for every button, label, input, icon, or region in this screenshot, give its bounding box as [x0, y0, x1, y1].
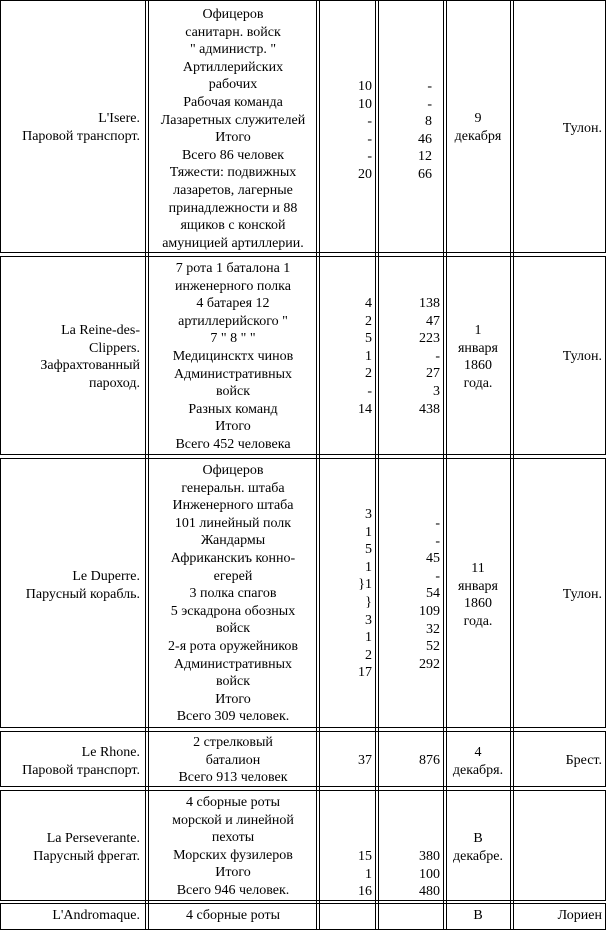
officers-count: 3 1 5 1 }1 } 3 1 2 17 — [358, 507, 372, 681]
officers-count: 15 1 16 — [358, 849, 372, 900]
unit-composition: 4 сборные роты — [186, 908, 280, 923]
departure-date: 9 декабря — [454, 111, 502, 144]
destination-port: Лориен — [557, 908, 602, 923]
ship-name: La Reine-des- Clippers. Зафрахтованный пароход. — [40, 323, 140, 391]
unit-composition: 4 сборные роты морской и линейной пехоты Морских фузилеров Итого Всего 946 человек. — [172, 795, 294, 898]
departure-date: В декабре. — [453, 831, 503, 864]
ship-name: Le Rhone. Паровой транспорт. — [22, 745, 140, 778]
destination-port: Тулон. — [562, 587, 602, 602]
departure-date: 4 декабря. — [452, 745, 504, 778]
unit-composition: Офицеров генеральн. штаба Инженерного штаба 101 линейный полк Жандармы Африканскиъ конно- егерей 3 полка спагов 5 эскадрона обозных войск 2-я рота оружейников Административных войск Итого Всего 309 человек. — [168, 463, 298, 725]
ship-name: L'Andromaque. — [52, 908, 140, 923]
soldiers-count: 876 — [419, 753, 440, 768]
destination-port: Тулон. — [562, 349, 602, 364]
officers-count: 4 2 5 1 2 - 14 — [358, 296, 372, 417]
unit-composition: 7 рота 1 баталона 1 инженерного полка 4 батарея 12 артиллерийского " 7 " 8 " " Медицинсктх чинов Административных войск Разных команд Итого Всего 452 человека — [172, 261, 294, 452]
departure-date: В — [473, 908, 483, 923]
ship-name: La Perseverante. Парусный фрегат. — [33, 831, 140, 864]
destination-port: Тулон. — [562, 121, 602, 136]
departure-date: 11 января 1860 года. — [457, 561, 498, 629]
officers-count: 37 — [358, 753, 372, 768]
unit-composition: 2 стрелковый баталион Всего 913 человек — [178, 735, 288, 786]
soldiers-count: - - 45 - 54 109 32 52 292 — [419, 516, 440, 672]
ship-name: Le Duperre. Парусный корабль. — [25, 569, 140, 602]
destination-port: Брест. — [565, 753, 602, 768]
officers-count: 10 10 - - - 20 — [358, 79, 372, 182]
soldiers-count: 380 100 480 — [419, 849, 440, 900]
ship-name: L'Isere. Паровой транспорт. — [22, 111, 140, 144]
departure-date: 1 января 1860 года. — [457, 323, 498, 391]
unit-composition: Офицеров санитарн. войск " администр. " Артиллерийских рабочих Рабочая команда Лазаретных служителей Итого Всего 86 человек Тяжести: подвижных лазаретов, лагерные принадлежности и 88 ящиков с конской амуницией артиллерии. — [160, 7, 306, 251]
soldiers-count: - - 8 46 12 66 — [418, 79, 432, 182]
soldiers-count: 138 47 223 - 27 3 438 — [419, 296, 440, 417]
